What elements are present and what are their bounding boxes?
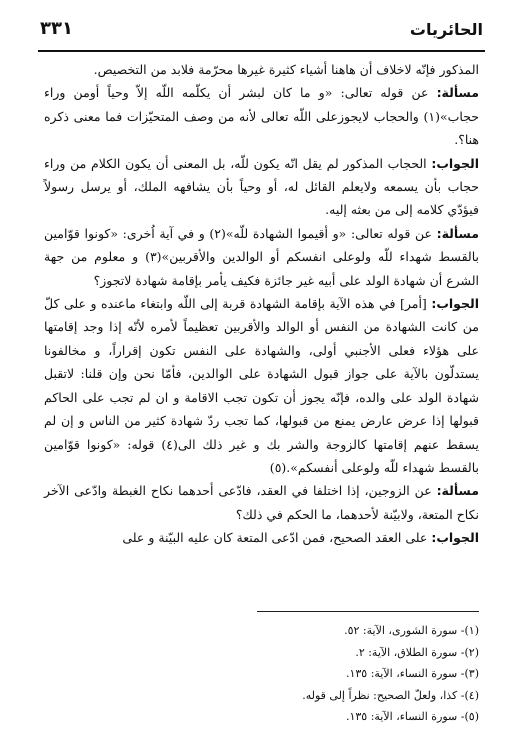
footnotes: [44, 620, 479, 728]
paragraph-answer: الجواب: على العقد الصحيح، فمن ادّعى المتعة كان عليه البيّنة و على: [122, 530, 479, 546]
footnote: (٢)- سورة الطلاق، الآية: ٢.: [355, 645, 479, 659]
paragraph-answer: الجواب: الحجاب المذكور لم يقل انّه يكون للّه، بل المعنى أن يكون الكلام من وراء حجاب بأن يسمعه ولايعلم القائل له، أو وحياً بأن يشافهه الملك، أو يرسل رسولاً فيؤدّي كلامه إلى من بعثه إليه.: [44, 155, 479, 218]
paragraph-question: مسألة: عن قوله تعالى: «و ما كان لبشر أن يكلّمه اللّه إلاّ وحياً أومن وراء حجاب»(١) والحجاب لايجوزعلى اللّه تعالى لأنه من وصف المتحيّزات فما معنى ذكره هنا؟.: [44, 85, 479, 148]
question-label: مسألة:: [436, 85, 479, 101]
footnote: (٣)- سورة النساء، الآية: ١٣٥.: [345, 667, 479, 680]
answer-label: الجواب:: [431, 155, 479, 171]
running-title: الحائريات: [409, 20, 483, 39]
paragraph-answer: الجواب: [أمر] في هذه الآية بإقامة الشهادة قربة إلى اللّه وابتغاء ماعنده و على كلّ من كانت الشهادة من النفس أو الوالد والأقربين تعظيماً لأمره لأنّه إذا وجد إقامتها على هؤلاء فعلى الأجنبي أولى، والشهادة على النفس تكون إقراراً، و مخالفونا يستدلّون بالآية على جواز قبول الشهادة على الوالدين، فأمّا نحن وإن قلنا: لاتقبل شهادة الولد على والده، فإنّه يجوز أن تكون تجب الاقامة و ان لم تجب على الحاكم قبولها إذا عرض عارض يمنع من قبولها، كما تجب ردّ شهادة كثير من الناس و إن لم يسقط عنهم إقامتها كالزوجة والشر بك و غير ذلك الى(٤) قوله: «كونوا قوّامين بالقسط شهداء للّه ولوعلى أنفسكم».(٥): [44, 296, 479, 475]
footnote: (٤)- كذا، ولعلّ الصحيح: نظراً إلى قوله.: [302, 688, 479, 702]
paragraph: المذكور فإنّه لاخلاف أن هاهنا أشياء كثيرة غيرها محرّمة فلابد من التخصيص.: [93, 62, 479, 77]
answer-label: الجواب:: [431, 530, 479, 546]
page-header: [40, 16, 483, 44]
footnote: (٥)- سورة النساء، الآية: ١٣٥.: [345, 710, 479, 723]
page-number: ٣٣١: [40, 18, 73, 39]
paragraph-question: مسألة: عن قوله تعالى: «و أقيموا الشهادة للّه»(٢) و في آية اُخرى: «كونوا قوّامين بالقسط شهداء للّه ولوعلى انفسكم أو الوالدين والأقربين»(٣) و معلوم من جهة الشرع أن شهادة الولد على أبيه غير جائزة فكيف يأمر بإقامة شهادة لاتجوز؟: [44, 225, 480, 288]
footnote: (١)- سورة الشورى، الآية: ٥٢.: [344, 624, 479, 637]
answer-label: الجواب:: [431, 296, 479, 312]
question-label: مسألة:: [436, 225, 480, 241]
footnote-separator: [257, 611, 479, 612]
header-rule: [38, 50, 485, 52]
main-text: [44, 58, 479, 550]
paragraph-question: مسألة: عن الزوجين، إذا اختلفا في العقد، فادّعى أحدهما نكاح الغبطة وادّعى الآخر نكاح المتعة، ولابيّنة لأحدهما، ما الحكم في ذلك؟: [44, 483, 479, 522]
question-label: مسألة:: [436, 483, 479, 499]
